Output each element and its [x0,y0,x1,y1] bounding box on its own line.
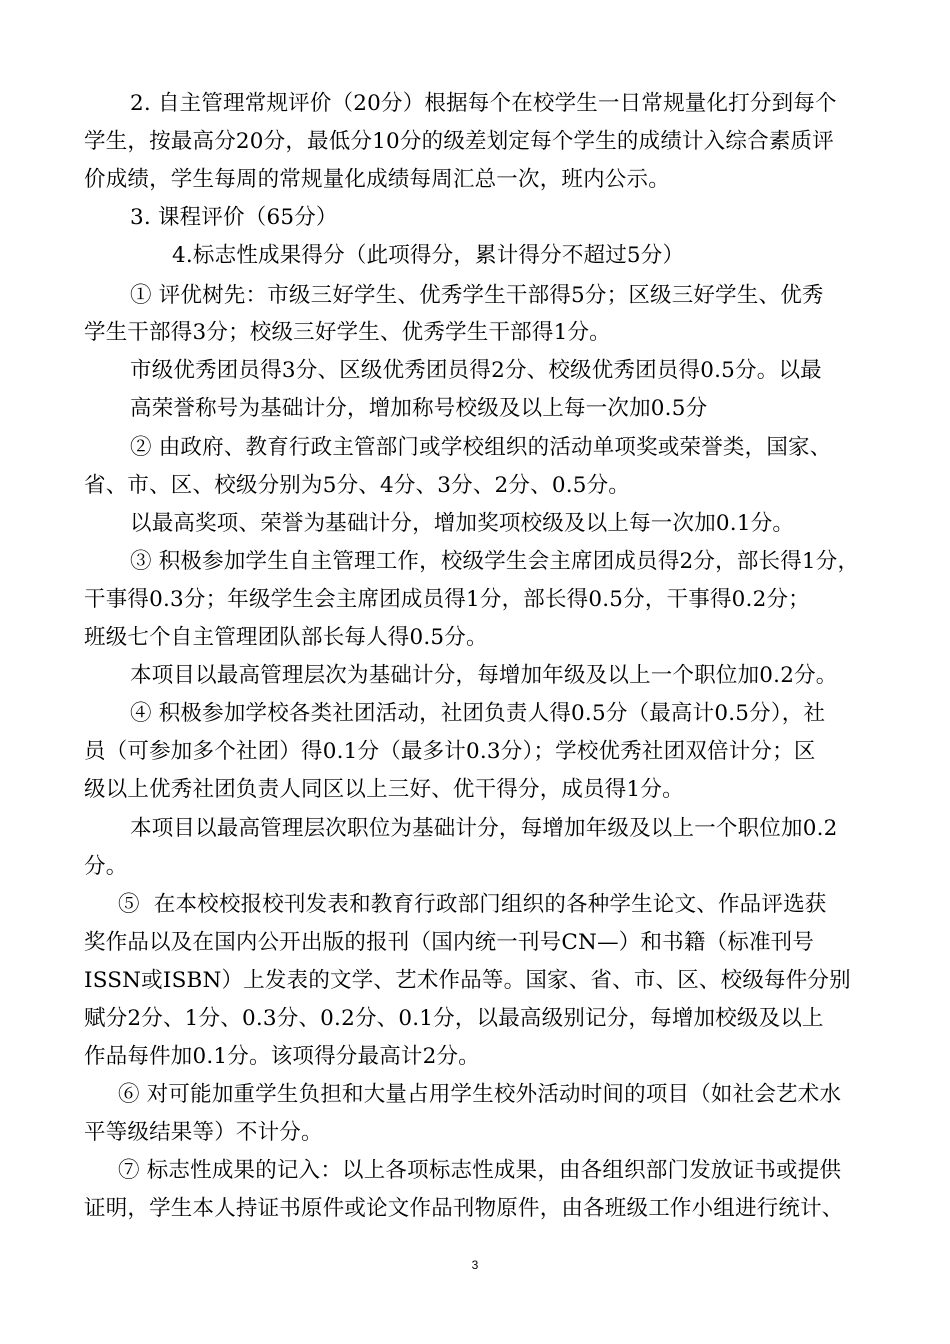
text-line: 3. 课程评价（65分） [130,205,338,230]
text-line: ④ 积极参加学校各类社团活动，社团负责人得0.5分（最高计0.5分），社 [130,701,826,726]
text-line: ⑥ 对可能加重学生负担和大量占用学生校外活动时间的项目（如社会艺术水 [118,1082,842,1107]
text-line: ⑤ 在本校校报校刊发表和教育行政部门组织的各种学生论文、作品评选获 [118,892,827,917]
text-line: 本项目以最高管理层次为基础计分，每增加年级及以上一个职位加0.2分。 [130,663,838,688]
text-line: ISSN或ISBN）上发表的文学、艺术作品等。国家、省、市、区、校级每件分别 [84,968,851,993]
text-line: 高荣誉称号为基础计分，增加称号校级及以上每一次加0.5分 [130,396,708,421]
text-line: ③ 积极参加学生自主管理工作，校级学生会主席团成员得2分，部长得1分， [130,549,860,574]
text-line: 干事得0.3分；年级学生会主席团成员得1分，部长得0.5分，干事得0.2分； [84,587,810,612]
text-line: 班级七个自主管理团队部长每人得0.5分。 [84,625,488,650]
text-line: 本项目以最高管理层次职位为基础计分，每增加年级及以上一个职位加0.2 [130,816,838,841]
text-line: 级以上优秀社团负责人同区以上三好、优干得分，成员得1分。 [84,777,684,802]
page-number: 3 [471,1258,479,1272]
text-line: ② 由政府、教育行政主管部门或学校组织的活动单项奖或荣誉类，国家、 [130,435,832,460]
text-line: 省、市、区、校级分别为5分、4分、3分、2分、0.5分。 [84,473,631,498]
text-line: 市级优秀团员得3分、区级优秀团员得2分、校级优秀团员得0.5分。以最 [130,358,822,383]
text-line: 学生，按最高分20分，最低分10分的级差划定每个学生的成绩计入综合素质评 [84,129,834,154]
text-line: 赋分2分、1分、0.3分、0.2分、0.1分，以最高级别记分，每增加校级及以上 [84,1006,824,1031]
text-line: 员（可参加多个社团）得0.1分（最多计0.3分）；学校优秀社团双倍计分；区 [84,739,816,764]
text-line: 平等级结果等）不计分。 [84,1120,323,1145]
text-line: 以最高奖项、荣誉为基础计分，增加奖项校级及以上每一次加0.1分。 [130,511,795,536]
text-line: 价成绩，学生每周的常规量化成绩每周汇总一次，班内公示。 [84,167,670,192]
section-heading: 4.标志性成果得分（此项得分，累计得分不超过5分） [172,243,685,268]
text-line: 分。 [84,854,128,879]
text-line: 奖作品以及在国内公开出版的报刊（国内统一刊号CN—）和书籍（标准刊号 [84,930,815,955]
text-line: ① 评优树先：市级三好学生、优秀学生干部得5分；区级三好学生、优秀 [130,283,824,308]
text-line: 学生干部得3分；校级三好学生、优秀学生干部得1分。 [84,320,611,345]
text-line: 2. 自主管理常规评价（20分）根据每个在校学生一日常规量化打分到每个 [130,91,837,116]
text-line: 证明，学生本人持证书原件或论文作品刊物原件，由各班级工作小组进行统计、 [84,1196,844,1221]
text-line: 作品每件加0.1分。该项得分最高计2分。 [84,1044,480,1069]
text-line: ⑦ 标志性成果的记入：以上各项标志性成果，由各组织部门发放证书或提供 [118,1158,842,1183]
